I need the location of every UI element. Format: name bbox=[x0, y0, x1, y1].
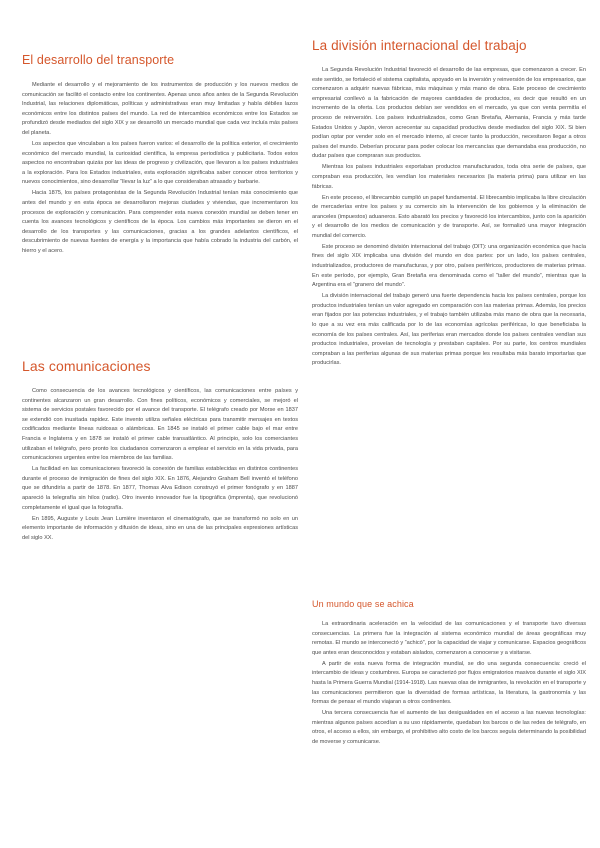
section-title-division: La división internacional del trabajo bbox=[312, 38, 527, 53]
division-body bbox=[312, 66, 586, 370]
section-title-communications: Las comunicaciones bbox=[22, 358, 151, 374]
paragraph: La extraordinaria aceleración en la velocidad de las comunicaciones y el transporte tuvo diversas consecuencias. La primera fue la integración al sistema económico mundial de áreas geográficas muy remotas. El mundo se interconectó y “achicó”, por la capacidad de viajar y comunicarse. Espacios geográficos que antes eran desconocidos y estaban aislados, comenzaron a conocerse y a visitarse. bbox=[312, 621, 586, 656]
paragraph: Los aspectos que vinculaban a los países fueron varios: el desarrollo de la política exterior, el crecimiento económico del mercado mundial, la curiosidad científica, la empresa periodística y publicitaria. Todos estos aspectos no encontraban quizás por las ideas de progreso y civilización, que llevaron a los países industriales a la exploración. Para los Estados industriales, esta exploración significaba saber conocer otros territorios y nuevos conocimientos, sino desarrollar “llevar la luz” a lo que consideraban atrasado y barbarie. bbox=[22, 140, 298, 186]
paragraph: Una tercera consecuencia fue el aumento de las desigualdades en el acceso a las nuevas tecnologías: mientras algunos países accedían a su uso rápidamente, quedaban los barcos o de las redes de telégrafo, en otros, el acceso a ellos, sin embargo, el prohibitivo alto costo de los barcos seguía determinando la posibilidad de moverse y comunicarse. bbox=[312, 710, 586, 745]
section-title-transport: El desarrollo del transporte bbox=[22, 53, 175, 67]
paragraph: Este proceso se denominó división internacional del trabajo (DIT): una organización económica que hacía fines del siglo XIX implicaba una división del mundo en dos partes: por un lado, los países centrales, industrializados, productores de manufacturas, y por otro, países periféricos, productores de materias primas. En este período, por ejemplo, Gran Bretaña era denominada como el “taller del mundo”, mientras que la Argentina era el “granero del mundo”. bbox=[312, 243, 586, 289]
paragraph: La facilidad en las comunicaciones favoreció la conexión de familias establecidas en distintos continentes durante el proceso de inmigración de fines del siglo XIX. En 1876, Alejandro Graham Bell inventó el teléfono que se difundiría a partir de 1878. En 1877, Thomas Alva Edison construyó el primer fonógrafo y en 1887 apareció la telegrafía sin hilos (radio). Otro invento innovador fue la tipográfica (imprenta), que revolucionó completamente el igual que la fotografía. bbox=[22, 466, 298, 511]
paragraph: En 1895, Auguste y Louis Jean Lumière inventaron el cinematógrafo, que se transformó no solo en un elemento importante de información y difusión de ideas, sino en una de las principales expresiones artísticas del siglo XX. bbox=[22, 515, 298, 541]
paragraph: Mediante el desarrollo y el mejoramiento de los instrumentos de producción y los nuevos medios de comunicación se facilitó el contacto entre los continentes. Apenas unos años antes de la Segunda Revolución Industrial, las relaciones diplomáticas, políticas y administrativas eran muy limitadas y había débiles lazos económicos entre los distintos países del mundo. La red de intercambios económicos entre los Estados se profundizó desde mediados del siglo XIX y se desarrolló un mercado mundial que cada vez incluía más países del planeta. bbox=[22, 82, 298, 136]
paragraph: Como consecuencia de los avances tecnológicos y científicos, las comunicaciones entre países y continentes alcanzaron un gran desarrollo. Con fines políticos, económicos y comerciales, se mejoró el sistema de servicios postales favorecido por el avance del transporte. El telégrafo creado por Morse en 1837 se extendió con inusitada rapidez. Este invento utiliza señales eléctricas para transmitir mensajes en textos codificados mediante líneas ruidosas o alámbricas. En 1845 se instaló el primer cable bajo el mar entre Francia e Inglaterra y en 1878 se instaló el primer cable transatlántico. Al principio, solo los comerciantes utilizaban el telégrafo, pero pronto los ciudadanos comenzaron a emplear el servicio en la vida privada, para comunicaciones urgentes entre los miembros de las familias. bbox=[22, 388, 298, 462]
communications-body bbox=[22, 387, 298, 545]
paragraph: A partir de esta nueva forma de integración mundial, se dio una segunda consecuencia: creció el intercambio de ideas y costumbres. Europa se caracterizó por flujos emigratorios masivos durante el siglo XIX hasta la Primera Guerra Mundial (1914-1918). Las nuevas olas de inmigrantes, la revolución en el transporte y las comunicaciones permitieron que la diversidad de formas artísticas, la literatura, la gastronomía y las formas de pensar el mundo viajaran a otros continentes. bbox=[312, 660, 586, 706]
paragraph: La división internacional del trabajo generó una fuerte dependencia hacia los países centrales, porque los productos industriales tenían un valor agregado en comparación con las materias primas. Además, los precios eran fijados por las potencias industriales, y el trabajo también utilizaba más mano de obra que la necesaria, lo que a su vez era más calificada por lo de las economías agrícolas periféricas, lo que beneficiaba la economía de los países centrales. Así, las periferias eran mercados donde los países centrales vendían sus productos industriales, proveían de tecnología y prestaban capitales. Por su parte, los centros mundiales compraban a las periferias algunas de sus materias primas porque les resultaba más barato importarlas que producirlas. bbox=[312, 293, 586, 367]
paragraph: Hacia 1875, los países protagonistas de la Segunda Revolución Industrial tenían más conocimiento que antes del mundo y en esta época se desarrollaron mejoras ciudades y viviendas, que incrementaron los procesos de exploración y comunicación. Para comprender esta nueva conexión mundial se deben tener en cuenta los avances tecnológicos y científicos de la época. Los cambios más importantes se dieron en el desarrollo de los transportes y las comunicaciones, gracias a los grandes adelantos científicos, el descubrimiento de nuevas fuentes de energía y la importancia que había cobrado la industria del carbón, el hierro y el acero. bbox=[22, 190, 298, 254]
subsection-body bbox=[312, 620, 586, 749]
paragraph: La Segunda Revolución Industrial favoreció el desarrollo de las empresas, que comenzaron a crecer. En este sentido, se fortaleció el sistema capitalista, apoyado en la inversión y reinversión de los empresarios, que comenzaron a adquirir nuevas fábricas, más máquinas y más mano de obra. Este proceso de crecimiento empresarial conllevó a la fabricación de mayores cantidades de productos, es decir que resultó en un incremento de la oferta. Los productos debían ser vendidos en el mercado, ya que con venta permitía el proceso de reinversión. Los países industrializados, como Gran Bretaña, Alemania, Francia y más tarde Estados Unidos y Japón, vieron acrecentar su capacidad productiva desde mediados del siglo XIX. Si bien podían optar por vender solo en el mercado interno, al crecer tanto la producción, necesitaron llegar a otros países del mundo. Deberían procurar para poder colocar los mercancías que demandaba esa producción, no dudar países que compraran sus productos. bbox=[312, 67, 586, 160]
transport-body bbox=[22, 81, 298, 258]
paragraph: En este proceso, el librecambio cumplió un papel fundamental. El librecambio implicaba la libre circulación de mercaderías entre los países y su comercio sin la intervención de los gobiernos y la eliminación de aranceles (impuestos) aduaneros. Esto abarató los precios y favoreció los intercambios, junto con la aparición y el desarrollo de los medios de comunicación y de transporte. Así, se formalizó una mayor integración mundial del comercio. bbox=[312, 194, 586, 239]
subsection-title: Un mundo que se achica bbox=[312, 599, 414, 609]
paragraph: Mientras los países industriales exportaban productos manufacturados, toda otra serie de países, que compraban esa producción, les vendían los materiales necesarios (la materia prima) para utilizar en las fábricas. bbox=[312, 164, 586, 190]
